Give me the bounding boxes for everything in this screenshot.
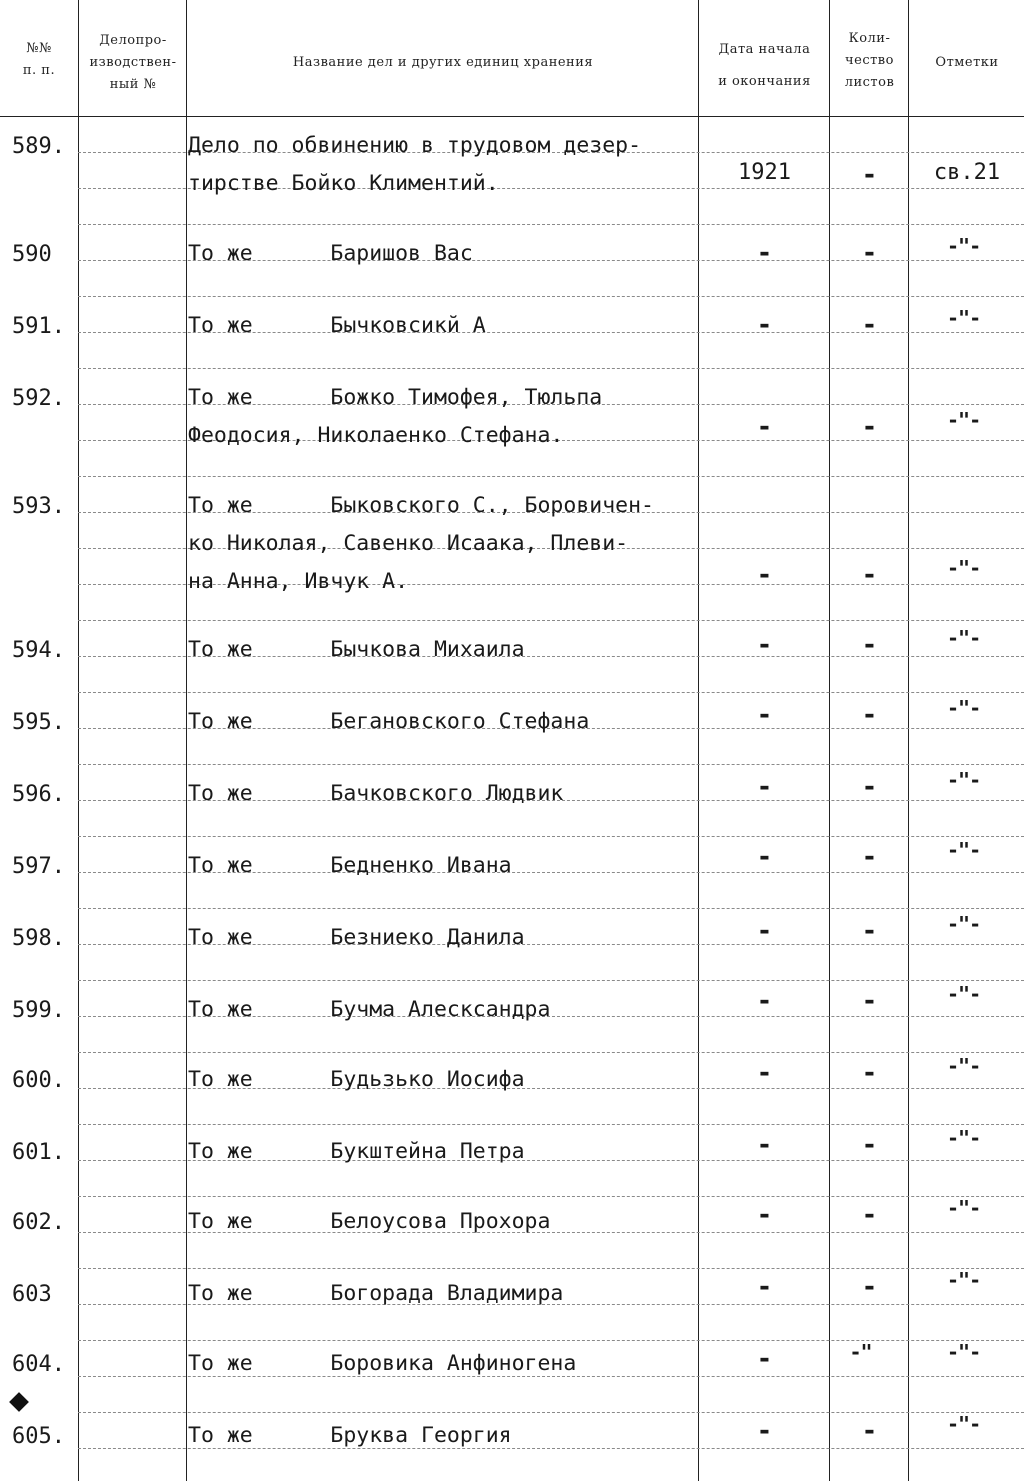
row-number: 594. [12,638,65,663]
row-number: 596. [12,782,65,807]
date-value: - [756,1058,773,1088]
row-number: 592. [12,386,65,411]
date-value: - [756,1272,773,1302]
row-number: 598. [12,926,65,951]
notes-value: -"- [947,838,981,862]
sheets-value: - [861,1058,878,1088]
case-title-line: на Анна, Ивчук А. [188,569,409,594]
ruling-line [78,1124,1024,1125]
column-rule [78,0,79,1481]
case-title-line: То же Бычкова Михаила [188,637,525,662]
ruling-line [78,1268,1024,1269]
ruling-line [78,368,1024,369]
case-title-line: Дело по обвинению в трудовом дезер- [188,133,642,158]
case-title-line: То же Быковского С., Боровичен- [188,493,654,518]
column-rule [698,0,699,1481]
notes-value: -"- [947,982,981,1006]
case-title-line: тирстве Бойко Климентий. [188,171,499,196]
column-rule [186,0,187,1481]
date-value: - [756,986,773,1016]
date-value: - [756,700,773,730]
row-number: 600. [12,1068,65,1093]
sheets-value: - [861,700,878,730]
header-col-sheets: Коли- чество листов [844,31,895,90]
row-number: 590 [12,242,52,267]
sheets-value: - [861,1416,878,1446]
header-col-number: №№ п. п. [22,41,56,78]
date-value: - [756,1344,773,1374]
row-number: 591. [12,314,65,339]
row-number: 593. [12,494,65,519]
row-number: 589. [12,134,65,159]
sheets-value: - [861,238,878,268]
date-value: - [756,1416,773,1446]
date-value: - [756,1200,773,1230]
header-bottom-rule [0,116,1024,117]
sheets-value: - [861,916,878,946]
sheets-value: - [861,412,878,442]
ruling-line [78,1196,1024,1197]
row-number: 599. [12,998,65,1023]
date-value: - [756,1130,773,1160]
case-title-line: ко Николая, Савенко Исаака, Плеви- [188,531,629,556]
notes-value: -"- [947,1054,981,1078]
case-title-line: То же Баришов Вас [188,241,473,266]
row-number: 602. [12,1210,65,1235]
case-title-line: То же Бруква Георгия [188,1423,512,1448]
case-title-line: То же Букштейна Петра [188,1139,525,1164]
date-value: - [756,238,773,268]
notes-value: -"- [947,306,981,330]
date-value: - [756,772,773,802]
ruling-line [78,620,1024,621]
ruling-line [78,1052,1024,1053]
sheets-value: - [861,986,878,1016]
sheets-value: - [861,1200,878,1230]
column-rule [908,0,909,1481]
notes-value: -"- [947,912,981,936]
ruling-line [78,1412,1024,1413]
notes-value: -"- [947,556,981,580]
notes-value: св.21 [933,160,1001,185]
case-title-line: То же Бегановского Стефана [188,709,590,734]
ruling-line [78,296,1024,297]
case-title-line: То же Боровика Анфиногена [188,1351,577,1376]
ruling-line [78,224,1024,225]
case-title-line: То же Будьзько Иосифа [188,1067,525,1092]
sheets-value: - [861,560,878,590]
ruling-line [78,836,1024,837]
notes-value: -"- [947,626,981,650]
notes-value: -"- [947,696,981,720]
case-title-line: То же Бычковсикй А [188,313,486,338]
header-col-office-number: Делопро- изводствен- ный № [89,33,177,92]
date-value: 1921 [738,160,791,185]
header-col-title: Название дел и других единиц хранения [292,55,594,70]
ruling-line [78,980,1024,981]
date-value: - [756,916,773,946]
case-title-line: То же Божко Тимофея, Тюльпа [188,385,603,410]
case-title-line: То же Богорада Владимира [188,1281,564,1306]
notes-value: -"- [947,1412,981,1436]
notes-value: -"- [947,768,981,792]
date-value: - [756,842,773,872]
case-title-line: То же Бачковского Людвик [188,781,564,806]
sheets-value: - [861,1130,878,1160]
ruling-line [78,764,1024,765]
case-title-line: То же Безниеко Данила [188,925,525,950]
notes-value: -"- [947,1268,981,1292]
ruling-line [78,692,1024,693]
notes-value: -"- [947,1196,981,1220]
date-value: - [756,310,773,340]
ruling-line [78,1340,1024,1341]
date-value: - [756,630,773,660]
ink-blot-mark [9,1392,29,1412]
date-value: - [756,412,773,442]
notes-value: -"- [947,408,981,432]
row-number: 597. [12,854,65,879]
ruling-line [78,908,1024,909]
ruling-line [78,476,1024,477]
header-col-dates: Дата начала и окончания [718,42,811,89]
sheets-value: - [861,310,878,340]
sheets-value: - [861,772,878,802]
notes-value: -"- [947,1126,981,1150]
case-title-line: Феодосия, Николаенко Стефана. [188,423,564,448]
sheets-value: - [861,1272,878,1302]
header-col-notes: Отметки [935,55,999,70]
notes-value: -"- [947,1340,981,1364]
row-number: 604. [12,1352,65,1377]
row-number: 605. [12,1424,65,1449]
case-title-line: То же Бедненко Ивана [188,853,512,878]
column-rule [829,0,830,1481]
row-number: 595. [12,710,65,735]
case-title-line: То же Белоусова Прохора [188,1209,551,1234]
row-number: 601. [12,1140,65,1165]
date-value: - [756,560,773,590]
sheets-value: -" [849,1340,872,1364]
notes-value: -"- [947,234,981,258]
row-number: 603 [12,1282,52,1307]
case-title-line: То же Бучма Алесксандра [188,997,551,1022]
sheets-value: - [861,160,878,190]
sheets-value: - [861,630,878,660]
sheets-value: - [861,842,878,872]
